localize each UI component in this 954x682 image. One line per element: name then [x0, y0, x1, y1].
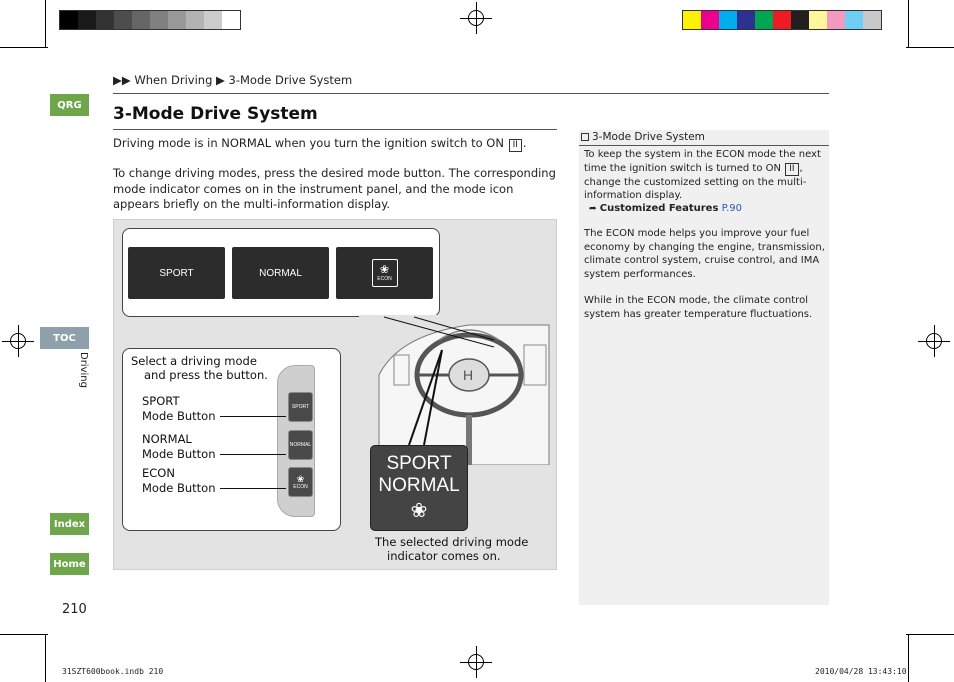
registration-mark [918, 325, 950, 357]
home-tab[interactable]: Home [50, 553, 89, 575]
note-p1-end: , change the customized setting on the multi-information display. [584, 162, 807, 201]
sport-switch-button: SPORT [288, 392, 313, 422]
xref-arrow-icon: ➦ [589, 204, 597, 214]
color-swatch [60, 11, 78, 29]
color-swatch [150, 11, 168, 29]
normal-label-line1: NORMAL [142, 432, 192, 446]
color-swatch [737, 11, 755, 29]
body-paragraph: To change driving modes, press the desired mode button. The corresponding mode indicator comes on in the instrument panel, and the mode icon appears briefly on the multi-information display. [113, 166, 556, 211]
color-swatch [809, 11, 827, 29]
color-swatch [132, 11, 150, 29]
qrg-tab[interactable]: QRG [50, 94, 89, 116]
intro-paragraph [113, 136, 557, 152]
color-swatch [701, 11, 719, 29]
select-mode-line2: and press the button. [144, 368, 268, 382]
normal-mode-graphic: NORMAL [232, 247, 329, 299]
crop-mark [45, 634, 46, 682]
indicator-caption-line2: indicator comes on. [387, 549, 501, 563]
color-swatch [683, 11, 701, 29]
crop-mark [906, 47, 954, 48]
color-swatch [222, 11, 240, 29]
color-swatch [773, 11, 791, 29]
econ-switch-leaf-icon: ❀ [296, 473, 305, 484]
note-paragraph-2: The ECON mode helps you improve your fuel economy by changing the engine, transmission, climate control system, cruise control, and IMA system performances. [584, 228, 825, 280]
side-note [579, 130, 829, 605]
color-swatch [78, 11, 96, 29]
toc-tab[interactable]: TOC [40, 327, 89, 349]
note-xref[interactable] [589, 202, 833, 217]
note-bullet-icon [581, 133, 589, 141]
xref-label[interactable]: Customized Features [599, 203, 719, 214]
color-swatch [791, 11, 809, 29]
color-swatch [96, 11, 114, 29]
econ-switch-button [288, 467, 313, 497]
sport-leader-line [220, 416, 286, 417]
econ-leaf-icon: ❀ [379, 264, 390, 276]
color-swatch [204, 11, 222, 29]
intro-text: Driving mode is in NORMAL when you turn the ignition switch to ON [113, 136, 504, 150]
svg-text:H: H [463, 367, 474, 383]
color-swatch [186, 11, 204, 29]
indicator-normal: NORMAL [378, 475, 460, 496]
intro-end: . [522, 136, 527, 150]
note-heading-text: 3-Mode Drive System [592, 131, 705, 143]
normal-switch-button: NORMAL [288, 430, 313, 460]
drive-mode-illustration [113, 219, 557, 570]
indicator-econ-leaf-icon: ❀ [410, 500, 428, 522]
econ-switch-label: ECON [293, 483, 308, 490]
econ-label-line2: Mode Button [142, 481, 216, 495]
normal-label-line2: Mode Button [142, 447, 216, 461]
color-swatch [755, 11, 773, 29]
ignition-key-glyph: II [509, 139, 522, 152]
crop-mark [906, 634, 954, 635]
title-rule [113, 129, 557, 130]
page-number: 210 [62, 602, 87, 617]
color-swatch [114, 11, 132, 29]
index-tab[interactable]: Index [50, 513, 89, 535]
print-slug-file: 31SZT600book.indb 210 [62, 667, 164, 676]
note-ignition-key-glyph: II [785, 163, 798, 176]
page-title: 3-Mode Drive System [113, 104, 318, 124]
econ-label: ECON [377, 276, 392, 282]
sport-mode-graphic: SPORT [128, 247, 225, 299]
indicator-caption-line1: The selected driving mode [375, 535, 529, 549]
color-swatch [827, 11, 845, 29]
breadcrumb[interactable]: ▶▶ When Driving ▶ 3-Mode Drive System [113, 73, 353, 87]
normal-leader-line [220, 454, 286, 455]
econ-label-line1: ECON [142, 466, 175, 480]
crop-mark [0, 634, 48, 635]
color-swatch [168, 11, 186, 29]
note-heading [579, 130, 829, 146]
sport-label-line1: SPORT [142, 394, 180, 408]
note-p1-text: To keep the system in the ECON mode the next time the ignition switch is turned to ON [584, 149, 821, 174]
econ-leader-line [220, 488, 286, 489]
registration-mark [460, 646, 492, 678]
mode-indicator-display [370, 445, 468, 531]
print-slug-timestamp: 2010/04/28 13:43:10 [815, 667, 907, 676]
section-label: Driving [78, 352, 89, 388]
color-swatch [719, 11, 737, 29]
note-paragraph-3: While in the ECON mode, the climate control system has greater temperature fluctuations. [584, 295, 813, 320]
xref-page-link[interactable]: P.90 [721, 203, 742, 214]
crop-mark [908, 634, 909, 682]
color-swatch-bar [682, 10, 882, 30]
indicator-sport: SPORT [386, 453, 452, 474]
crop-mark [0, 47, 48, 48]
note-paragraph-1 [584, 148, 828, 203]
gray-swatch-bar [59, 10, 241, 30]
registration-mark [460, 2, 492, 34]
crop-mark [45, 0, 46, 48]
color-swatch [863, 11, 881, 29]
registration-mark [2, 325, 34, 357]
sport-label-line2: Mode Button [142, 409, 216, 423]
header-rule [113, 93, 829, 94]
select-mode-line1: Select a driving mode [131, 354, 257, 368]
crop-mark [908, 0, 909, 48]
color-swatch [845, 11, 863, 29]
steering-switch-panel [277, 365, 315, 517]
